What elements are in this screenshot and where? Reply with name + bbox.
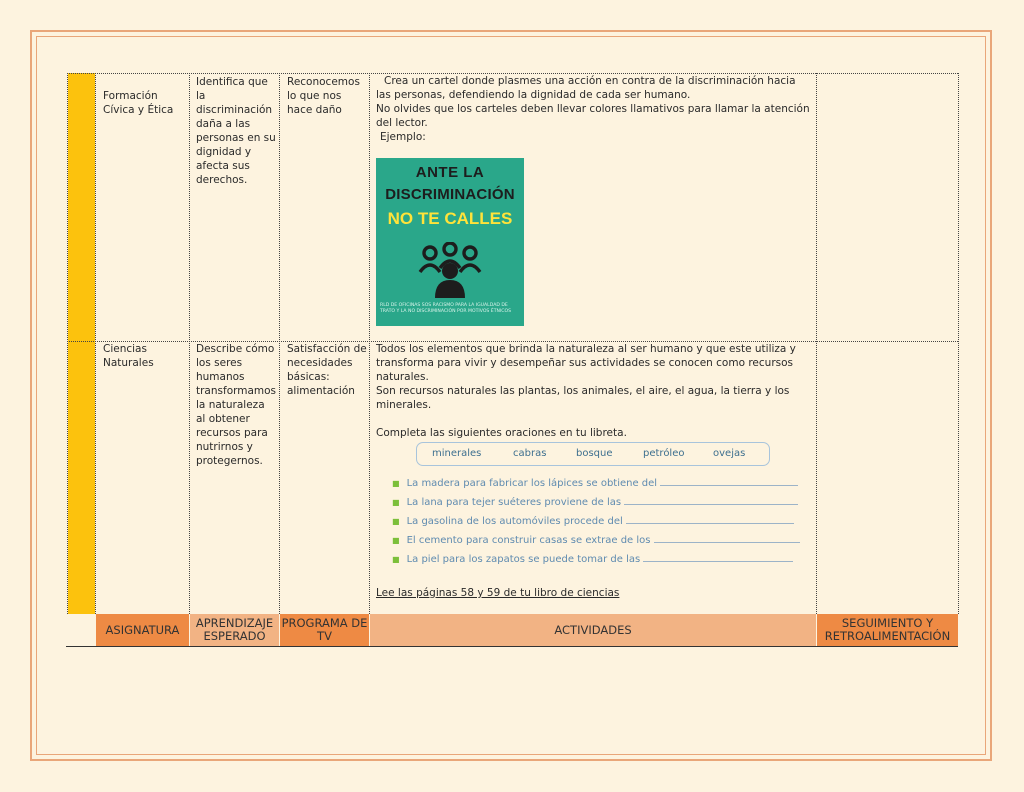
bullet-icon: ■	[392, 517, 400, 526]
row1-asignatura: Formación Cívica y Ética	[103, 90, 174, 116]
answer-blank	[626, 514, 794, 524]
word-bank-item: bosque	[576, 448, 613, 459]
table-border	[958, 73, 959, 614]
table-border	[369, 73, 370, 614]
people-group-icon	[418, 242, 482, 300]
answer-blank	[643, 552, 793, 562]
yellow-side-bar	[68, 73, 95, 614]
word-bank-item: cabras	[513, 448, 547, 459]
poster-line1: ANTE LA	[415, 164, 485, 181]
row2-actividad-p3: Completa las siguientes oraciones en tu libreta.	[376, 427, 627, 439]
row1-programa: Reconocemos lo que nos hace daño	[287, 76, 360, 116]
row1-actividad-p2: No olvides que los carteles deben llevar colores llamativos para llamar la atención del lector.	[376, 103, 810, 129]
sentence-text: La lana para tejer suéteres proviene de las	[406, 497, 622, 508]
word-bank-item: ovejas	[713, 448, 746, 459]
word-bank-item: minerales	[432, 448, 482, 459]
header-programa: PROGRAMA DE TV	[280, 614, 369, 646]
sentence-text: La madera para fabricar los lápices se obtiene del	[406, 478, 658, 489]
sentence-item	[392, 495, 798, 508]
sentence-item	[392, 533, 800, 546]
row2-actividad-p2: Son recursos naturales las plantas, los animales, el aire, el agua, la tierra y los minerales.	[376, 385, 790, 411]
word-bank-item: petróleo	[643, 448, 685, 459]
row1-actividad-p1: Crea un cartel donde plasmes una acción en contra de la discriminación hacia las personas, defendiendo la dignidad de cada ser humano.	[376, 75, 796, 101]
sentence-item	[392, 552, 793, 565]
row1-aprendizaje: Identifica que la discriminación daña a las personas en su dignidad y afecta sus derechos.	[196, 76, 276, 186]
row2-asignatura: Ciencias Naturales	[103, 343, 154, 369]
answer-blank	[660, 476, 798, 486]
poster-line2: DISCRIMINACIÓN	[385, 186, 515, 203]
table-bottom-border	[66, 646, 958, 647]
bullet-icon: ■	[392, 555, 400, 564]
row2-programa: Satisfacción de necesidades básicas: alimentación	[287, 343, 367, 397]
table-border	[816, 73, 817, 614]
poster-line3: NO TE CALLES	[387, 209, 513, 228]
sentence-text: El cemento para construir casas se extrae de los	[406, 535, 651, 546]
header-actividades: ACTIVIDADES	[370, 614, 816, 646]
table-border	[189, 73, 190, 614]
answer-blank	[654, 533, 800, 543]
table-border	[95, 73, 96, 614]
bullet-icon: ■	[392, 479, 400, 488]
sentence-item	[392, 514, 794, 527]
discrimination-poster	[376, 158, 524, 326]
row1-actividad-p3: Ejemplo:	[380, 131, 426, 143]
table-border	[67, 73, 68, 614]
reading-link[interactable]: Lee las páginas 58 y 59 de tu libro de ciencias	[376, 587, 620, 599]
header-aprendizaje: APRENDIZAJE ESPERADO	[190, 614, 279, 646]
sentence-item	[392, 476, 798, 489]
bullet-icon: ■	[392, 498, 400, 507]
sentence-text: La piel para los zapatos se puede tomar de las	[406, 554, 641, 565]
sentence-text: La gasolina de los automóviles procede del	[406, 516, 623, 527]
row2-actividad-p1: Todos los elementos que brinda la naturaleza al ser humano y que este utiliza y transforma para vivir y desempeñar sus actividades se conocen como recursos naturales.	[376, 343, 796, 383]
answer-blank	[624, 495, 798, 505]
table-border	[279, 73, 280, 614]
header-seguimiento: SEGUIMIENTO Y RETROALIMENTACIÓN	[817, 614, 958, 646]
header-asignatura: ASIGNATURA	[96, 614, 189, 646]
row2-aprendizaje: Describe cómo los seres humanos transformamos la naturaleza al obtener recursos para nutrirnos y protegernos.	[196, 343, 277, 467]
bullet-icon: ■	[392, 536, 400, 545]
poster-small-text: RLD DE OFICINAS SOS RACISMO PARA LA IGUALDAD DE TRATO Y LA NO DISCRIMINACIÓN POR MOTIVOS ÉTNICOS	[380, 303, 512, 314]
